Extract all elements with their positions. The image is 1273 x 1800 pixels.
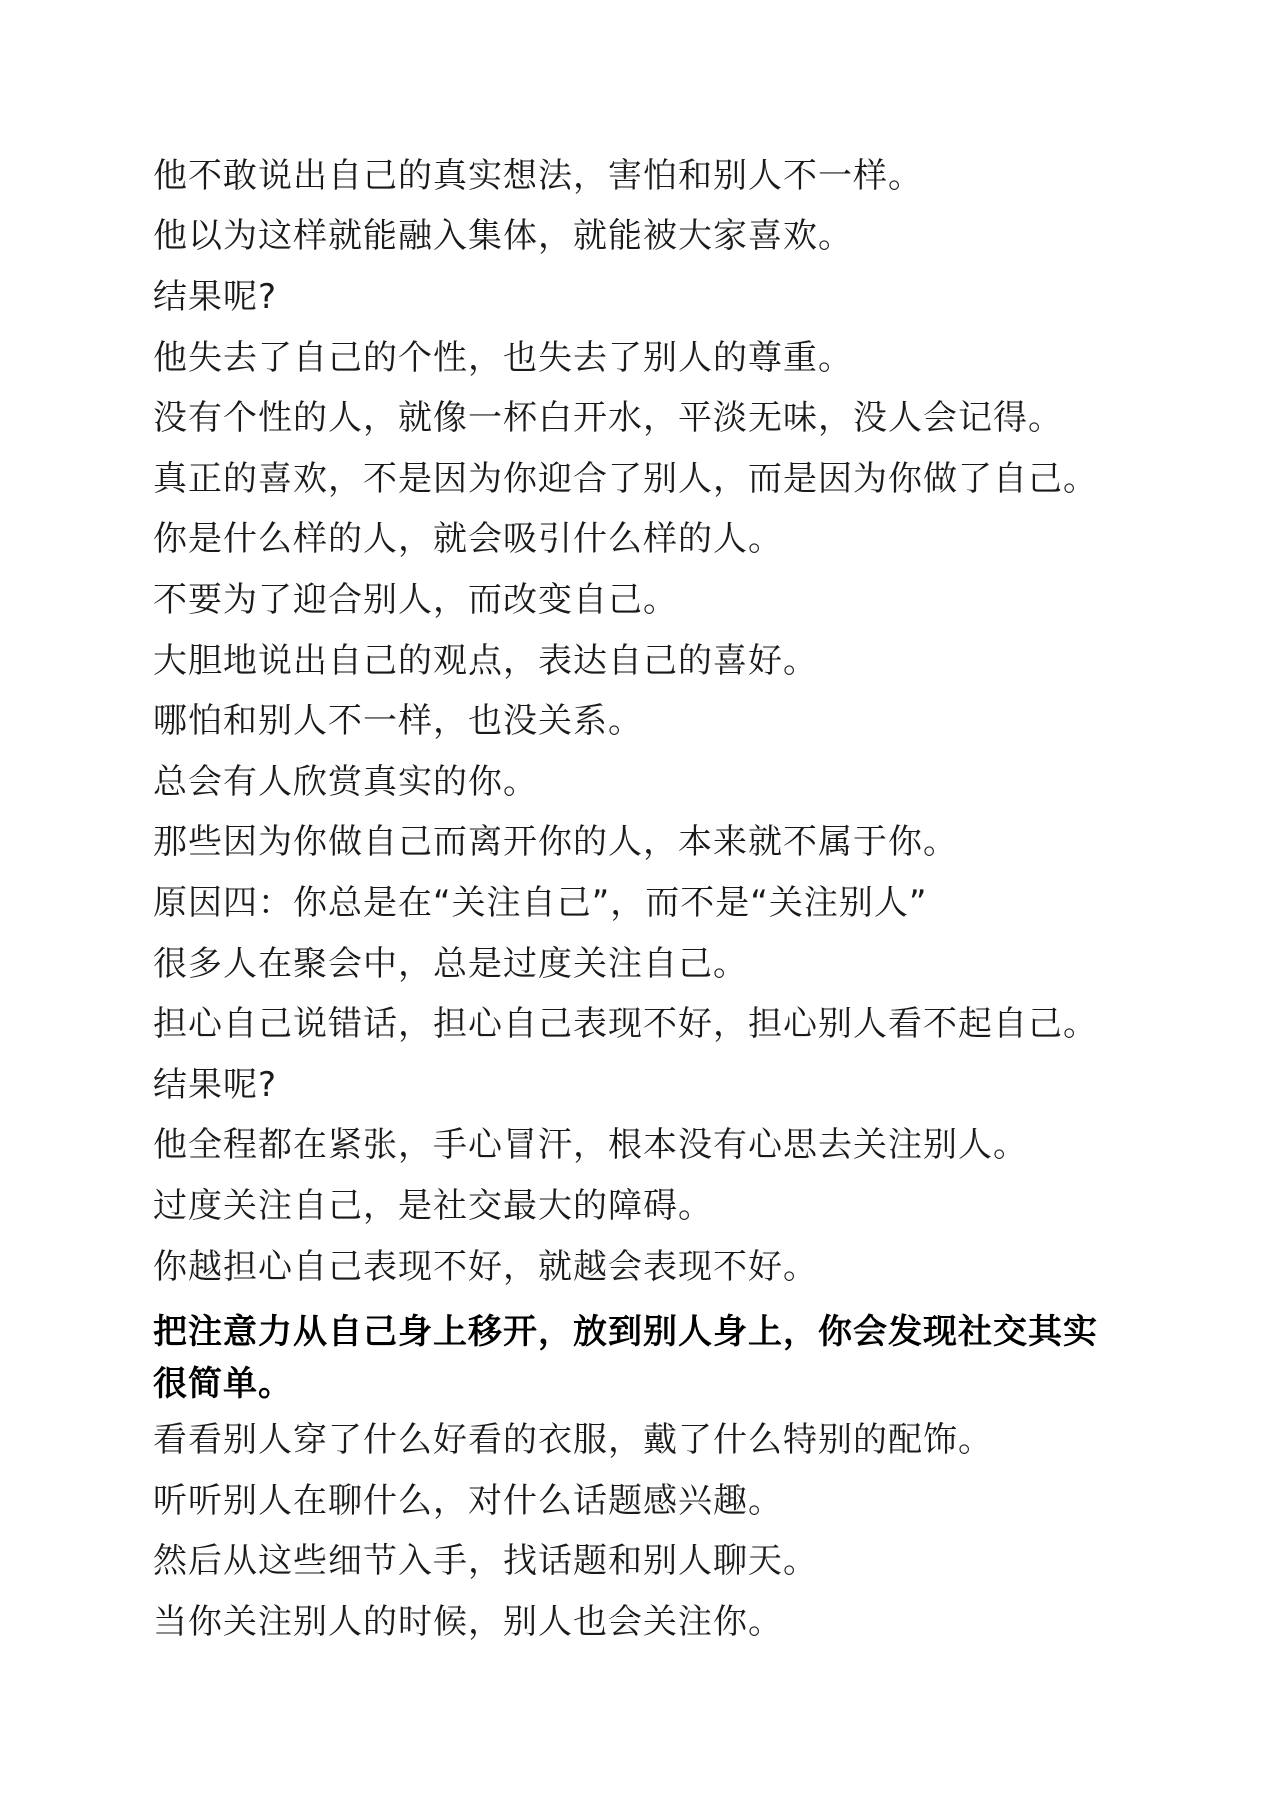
text-line: 很多人在聚会中，总是过度关注自己。 (153, 944, 748, 984)
text-line: 结果呢? (153, 277, 278, 317)
text-line: 那些因为你做自己而离开你的人，本来就不属于你。 (153, 822, 958, 862)
text-line: 他以为这样就能融入集体，就能被大家喜欢。 (153, 216, 853, 256)
text-line: 然后从这些细节入手，找话题和别人聊天。 (153, 1541, 818, 1581)
text-line: 哪怕和别人不一样，也没关系。 (153, 701, 643, 741)
text-line: 真正的喜欢，不是因为你迎合了别人，而是因为你做了自己。 (153, 459, 1098, 499)
bold-emphasis-line: 很简单。 (153, 1364, 293, 1404)
text-line: 没有个性的人，就像一杯白开水，平淡无味，没人会记得。 (153, 398, 1063, 438)
text-line: 你越担心自己表现不好，就越会表现不好。 (153, 1247, 818, 1287)
text-line: 他失去了自己的个性，也失去了别人的尊重。 (153, 338, 853, 378)
text-line: 你是什么样的人，就会吸引什么样的人。 (153, 519, 783, 559)
text-line: 担心自己说错话，担心自己表现不好，担心别人看不起自己。 (153, 1004, 1098, 1044)
text-line: 当你关注别人的时候，别人也会关注你。 (153, 1602, 783, 1642)
text-line: 大胆地说出自己的观点，表达自己的喜好。 (153, 641, 818, 681)
text-line: 结果呢? (153, 1065, 278, 1105)
text-line: 他不敢说出自己的真实想法，害怕和别人不一样。 (153, 156, 923, 196)
bold-emphasis-line: 把注意力从自己身上移开，放到别人身上，你会发现社交其实 (153, 1312, 1098, 1352)
text-line: 不要为了迎合别人，而改变自己。 (153, 580, 678, 620)
section-heading-line: 原因四：你总是在“关注自己”，而不是“关注别人” (153, 883, 928, 923)
text-line: 总会有人欣赏真实的你。 (153, 762, 538, 802)
text-line: 过度关注自己，是社交最大的障碍。 (153, 1186, 713, 1226)
text-line: 听听别人在聊什么，对什么话题感兴趣。 (153, 1481, 783, 1521)
text-line: 他全程都在紧张，手心冒汗，根本没有心思去关注别人。 (153, 1125, 1028, 1165)
text-line: 看看别人穿了什么好看的衣服，戴了什么特别的配饰。 (153, 1420, 993, 1460)
